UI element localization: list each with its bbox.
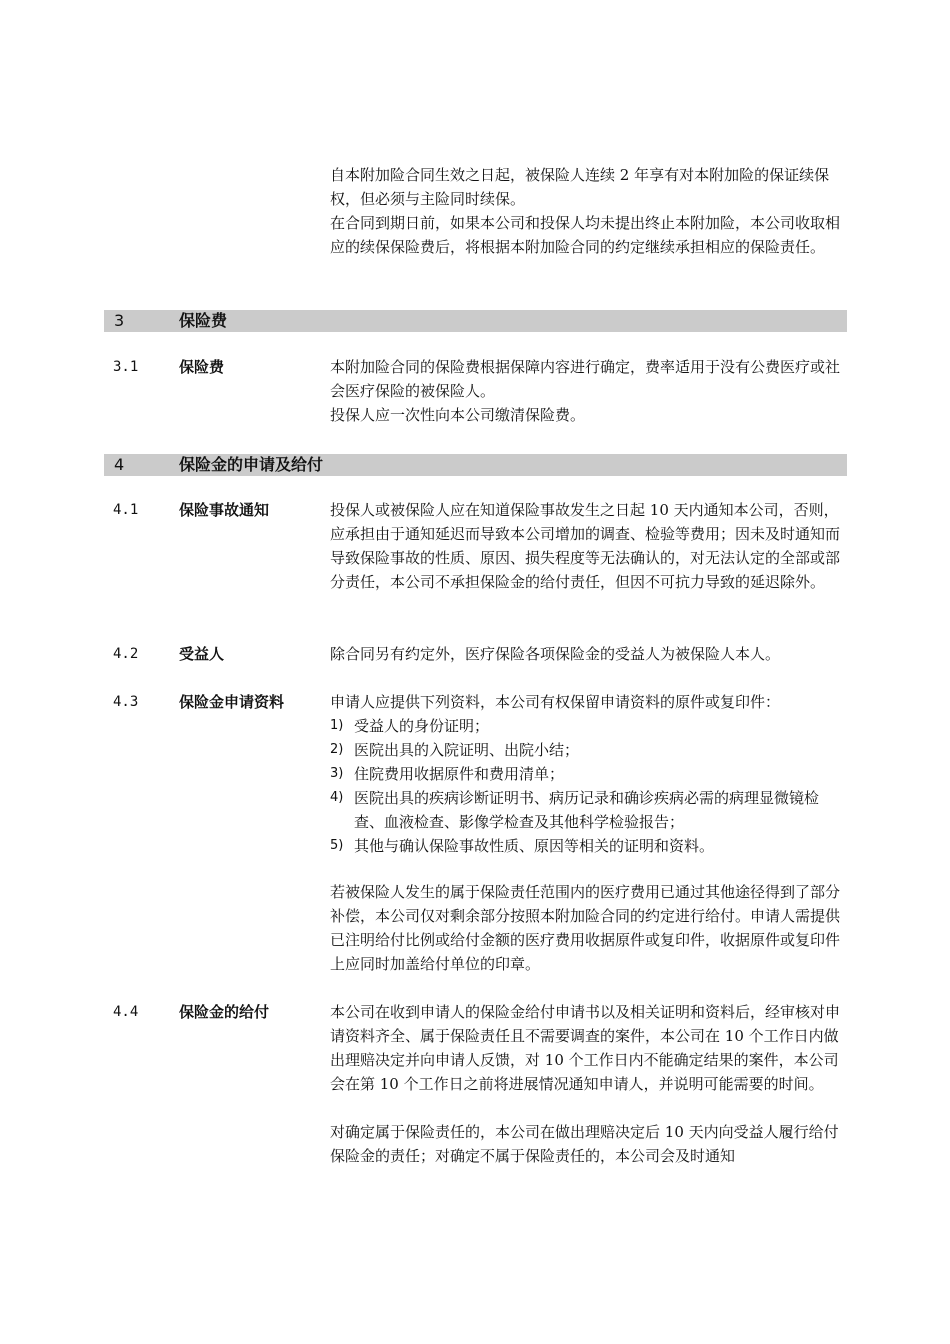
list-marker: 4)	[330, 790, 344, 805]
clause-number-4-4: 4.4	[113, 1004, 139, 1020]
required-documents-list	[330, 714, 842, 858]
list-marker: 1)	[330, 718, 344, 733]
renewal-paragraph: 自本附加险合同生效之日起，被保险人连续 2 年享有对本附加险的保证续保权，但必须与主险同时续保。	[330, 166, 830, 208]
section-number: 3	[114, 311, 125, 330]
clause-note: 若被保险人发生的属于保险责任范围内的医疗费用已通过其他途径得到了部分补偿，本公司仅对剩余部分按照本附加险合同的约定进行给付。申请人需提供已注明给付比例或给付金额的医疗费用收据原件或复印件，收据原件或复印件上应同时加盖给付单位的印章。	[330, 883, 841, 973]
list-marker: 3)	[330, 766, 344, 781]
list-item	[330, 834, 842, 858]
clause-number-3-1: 3.1	[113, 359, 139, 375]
clause-paragraph: 本公司在收到申请人的保险金给付申请书以及相关证明和资料后，经审核对申请资料齐全、属于保险责任且不需要调查的案件，本公司在 10 个工作日内做出理赔决定并向申请人反馈，对 10 个工作日内不能确定结果的案件，本公司会在第 10 个工作日之前将进展情况通知申请人，并说明可能需要的时间。	[330, 1003, 841, 1093]
clause-paragraph: 对确定属于保险责任的，本公司在做出理赔决定后 10 天内向受益人履行给付保险金的责任；对确定不属于保险责任的，本公司会及时通知	[330, 1123, 839, 1165]
clause-paragraph: 除合同另有约定外，医疗保险各项保险金的受益人为被保险人本人。	[330, 645, 781, 663]
section-title: 保险费	[179, 311, 228, 330]
clause-number-4-2: 4.2	[113, 646, 139, 662]
list-item-text: 医院出具的入院证明、出院小结；	[354, 741, 580, 759]
list-marker: 2)	[330, 742, 344, 757]
list-item	[330, 738, 842, 762]
clause-title-4-1: 保险事故通知	[179, 501, 270, 519]
list-item-text: 受益人的身份证明；	[354, 717, 490, 735]
list-item-text: 其他与确认保险事故性质、原因等相关的证明和资料。	[354, 837, 715, 855]
clause-number-4-3: 4.3	[113, 694, 139, 710]
list-marker: 5)	[330, 838, 344, 853]
list-item	[330, 714, 842, 738]
section-title: 保险金的申请及给付	[179, 455, 324, 474]
list-item-text: 住院费用收据原件和费用清单；	[354, 765, 565, 783]
clause-title-4-4: 保险金的给付	[179, 1003, 270, 1021]
clause-number-4-1: 4.1	[113, 502, 139, 518]
clause-title-4-3: 保险金申请资料	[179, 693, 285, 711]
clause-title-3-1: 保险费	[179, 358, 225, 376]
clause-paragraph: 投保人应一次性向本公司缴清保险费。	[330, 406, 586, 424]
section-header-4	[104, 454, 847, 476]
clause-title-4-2: 受益人	[179, 645, 225, 663]
renewal-termination-paragraph: 在合同到期日前，如果本公司和投保人均未提出终止本附加险，本公司收取相应的续保保险费后，将根据本附加险合同的约定继续承担相应的保险责任。	[330, 214, 841, 256]
clause-paragraph: 本附加险合同的保险费根据保障内容进行确定，费率适用于没有公费医疗或社会医疗保险的被保险人。	[330, 358, 841, 400]
clause-paragraph: 投保人或被保险人应在知道保险事故发生之日起 10 天内通知本公司，否则，应承担由于通知延迟而导致本公司增加的调查、检验等费用；因未及时通知而导致保险事故的性质、原因、损失程度等无法确认的，对无法认定的全部或部分责任，本公司不承担保险金的给付责任，但因不可抗力导致的延迟除外。	[330, 501, 841, 591]
list-item	[330, 786, 842, 834]
list-item	[330, 762, 842, 786]
section-header-3	[104, 310, 847, 332]
section-number: 4	[114, 455, 125, 474]
list-item-text: 医院出具的疾病诊断证明书、病历记录和确诊疾病必需的病理显微镜检查、血液检查、影像学检查及其他科学检验报告；	[354, 789, 820, 831]
clause-intro: 申请人应提供下列资料，本公司有权保留申请资料的原件或复印件：	[330, 693, 781, 711]
